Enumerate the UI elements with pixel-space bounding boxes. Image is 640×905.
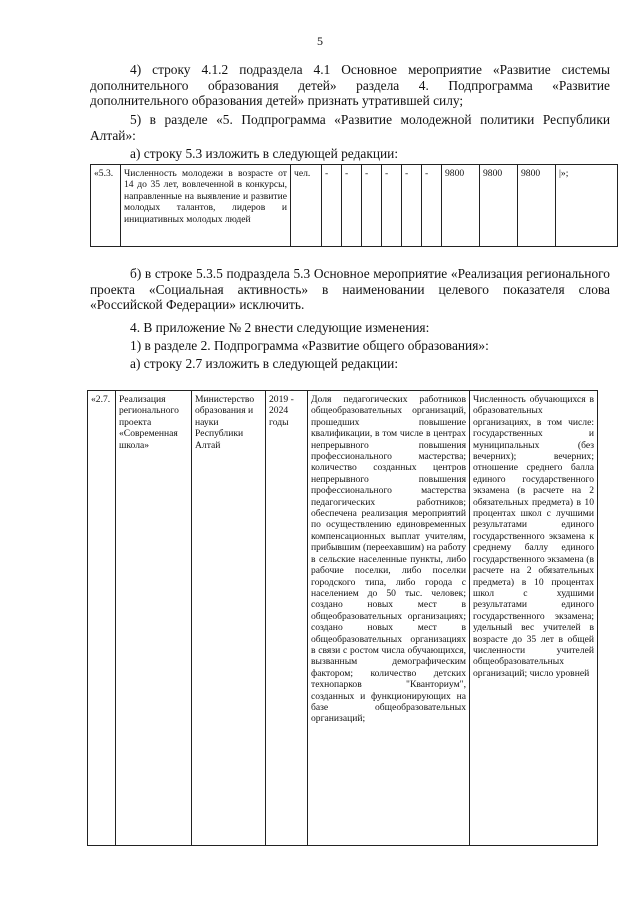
results-cell: Численность обучающихся в образовательных организациях, в том числе: государственных и муниципальных (без вечерних); вечерних; отношение среднего балла единого государственного экзамена (в расчете на 2 обязательных предмета) в 10 процентах школ с лучшими результатами единого государственного экзамена к среднему баллу единого государственного экзамена (в расчете на 2 обязательных предмета) в 10 процентах школ с худшими результатами единого государственного экзамена; удельный вес учителей в возрасте до 35 лет в общей численности учителей общеобразовательных организаций; число уровней: [470, 391, 598, 846]
row-end-cell: |»;: [556, 165, 618, 247]
period-cell: 2019 - 2024 годы: [266, 391, 308, 846]
value-cell-1: -: [322, 165, 342, 247]
value-cell-7: 9800: [442, 165, 480, 247]
value-cell-3: -: [362, 165, 382, 247]
paragraph-subitem-a: а) строку 5.3 изложить в следующей редакции:: [130, 146, 399, 161]
table-row-2-7: [87, 390, 598, 846]
paragraph-item-1-section: 1) в разделе 2. Подпрограмма «Развитие общего образования»:: [130, 338, 489, 353]
value-cell-6: -: [422, 165, 442, 247]
value-cell-8: 9800: [480, 165, 518, 247]
row-number-cell: «2.7.: [88, 391, 116, 846]
indicators-cell: Доля педагогических работников общеобразовательных организаций, прошедших повышение квалификации, в том числе в центрах непрерывного повышения профессионального мастерства; количество созданных центров непрерывного повышения профессионального мастерства педагогических работников; обеспечена реализация мероприятий по осуществлению единовременных компенсационных выплат учителям, прибывшим (переехавшим) на работу в сельские населенные пункты, либо рабочие поселки, либо поселки городского типа, либо города с населением до 50 тыс. человек; создано новых мест в общеобразовательных организациях; создано новых мест в общеобразовательных организациях в связи с ростом числа обучающихся, вызванным демографическим фактором; количество детских технопарков "Кванториум", созданных и функционирующих на базе общеобразовательных организаций;: [308, 391, 470, 846]
table-row-5-3: [90, 164, 618, 247]
paragraph-item-4-appendix: 4. В приложение № 2 внести следующие изменения:: [130, 320, 430, 335]
paragraph-subitem-b: б) в строке 5.3.5 подраздела 5.3 Основное мероприятие «Реализация регионального проекта «Социальная активность» в наименовании целевого показателя слова «Российской Федерации» исключить.: [90, 266, 610, 313]
row-number-cell: «5.3.: [91, 165, 121, 247]
paragraph-subitem-a-row: а) строку 2.7 изложить в следующей редакции:: [130, 356, 399, 371]
paragraph-item-4: 4) строку 4.1.2 подраздела 4.1 Основное мероприятие «Развитие системы дополнительного образования детей» раздела 4. Подпрограмма «Развитие дополнительного образования детей» признать утратившей силу;: [90, 62, 610, 109]
executor-cell: Министерство образования и науки Республики Алтай: [192, 391, 266, 846]
paragraph-item-5: 5) в разделе «5. Подпрограмма «Развитие молодежной политики Республики Алтай»:: [90, 112, 610, 143]
indicator-name-cell: Численность молодежи в возрасте от 14 до 35 лет, вовлеченной в конкурсы, направленные на выявление и развитие молодых талантов, лидеров и инициативных молодых людей: [121, 165, 291, 247]
page-number: 5: [317, 34, 323, 48]
project-name-cell: Реализация регионального проекта «Современная школа»: [116, 391, 192, 846]
value-cell-4: -: [382, 165, 402, 247]
value-cell-9: 9800: [518, 165, 556, 247]
unit-cell: чел.: [291, 165, 322, 247]
value-cell-2: -: [342, 165, 362, 247]
value-cell-5: -: [402, 165, 422, 247]
